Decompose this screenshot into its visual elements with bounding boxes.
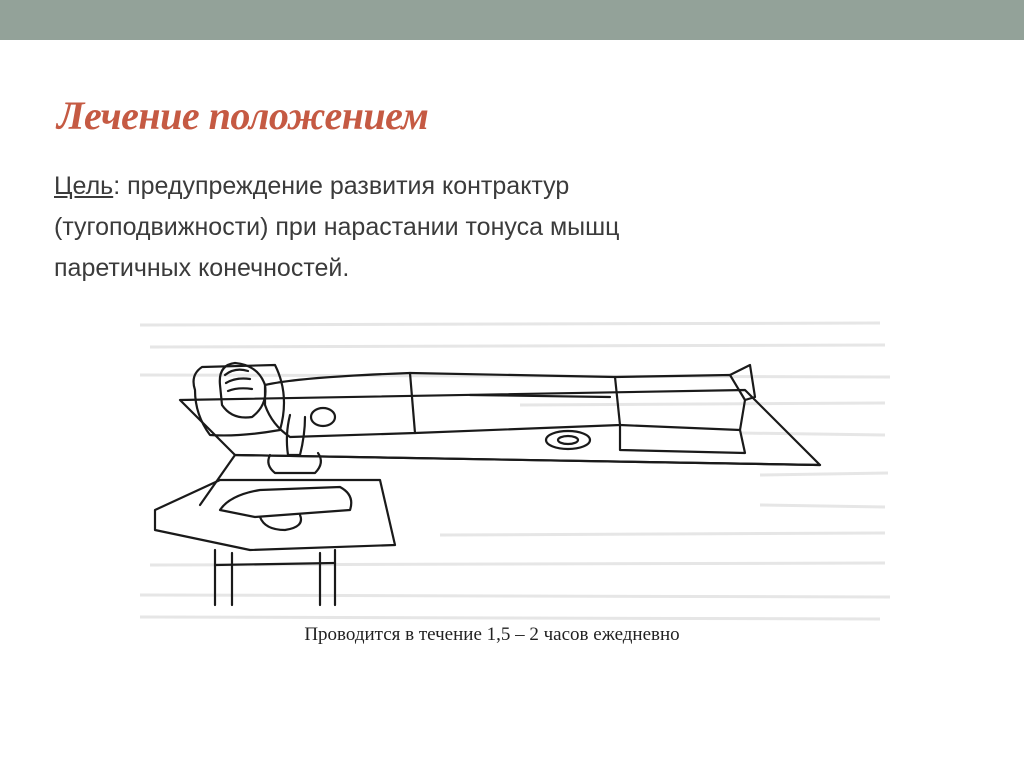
goal-line-3: паретичных конечностей.: [54, 254, 350, 282]
goal-line-2: (тугоподвижности) при нарастании тонуса мышц: [54, 213, 620, 241]
slide-title: Лечение положением: [57, 93, 429, 138]
caption: Проводится в течение 1,5 – 2 часов ежедневно: [304, 624, 680, 645]
goal-separator: :: [113, 172, 121, 200]
goal-label: Цель: [54, 172, 114, 200]
patient-positioning-illustration: [140, 305, 900, 625]
goal-text: [54, 166, 934, 289]
goal-line-1-text: предупреждение развития контрактур: [120, 172, 570, 200]
bed-drawing: [155, 363, 820, 605]
top-bar: [0, 0, 1024, 40]
goal-line-1: [54, 166, 934, 207]
